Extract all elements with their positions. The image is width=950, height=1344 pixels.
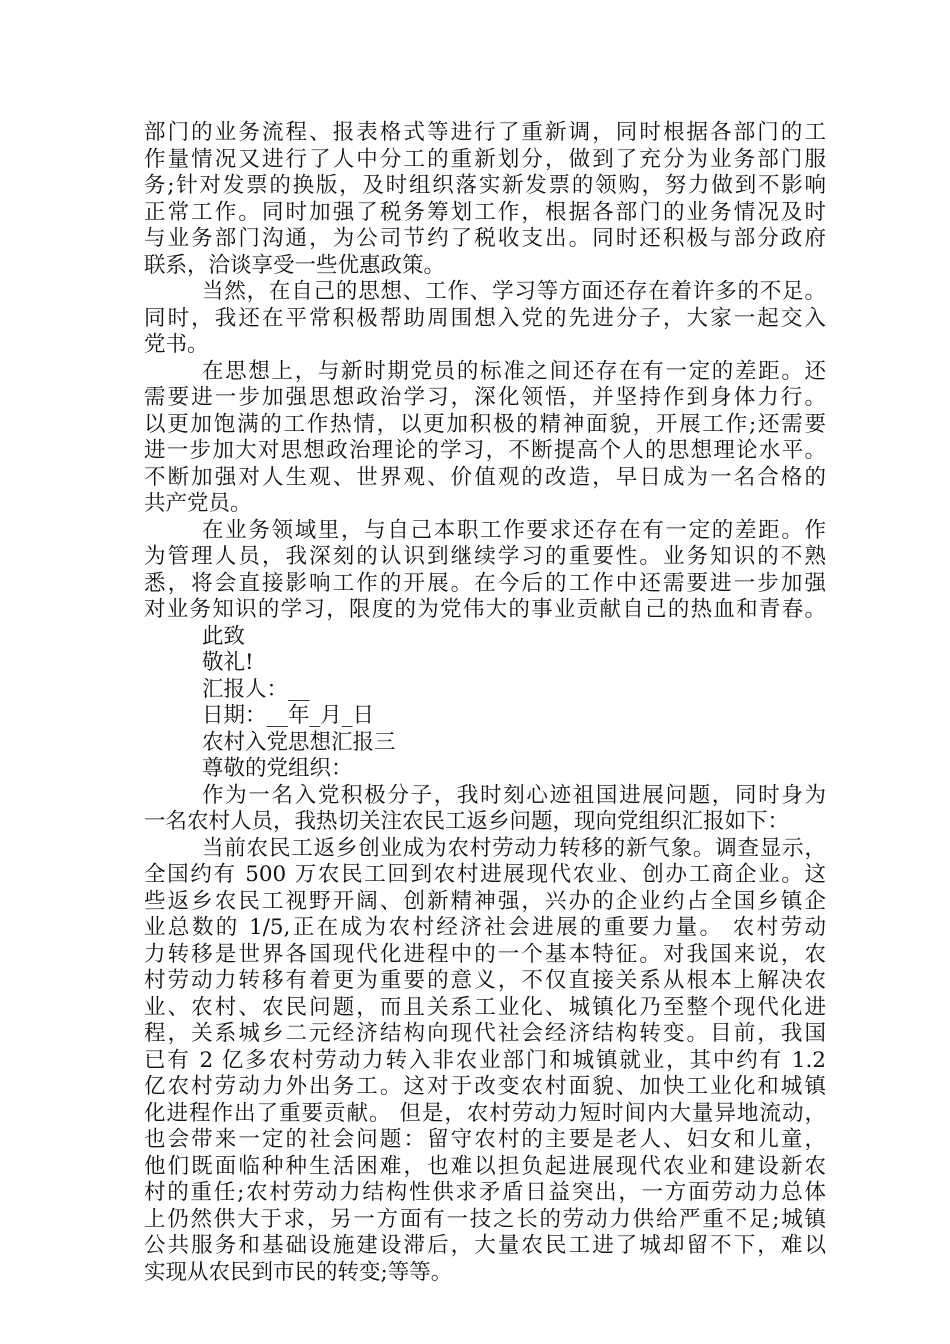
text-line: 程，关系城乡二元经济结构向现代社会经济结构转变。目前，我国 (144, 1021, 826, 1046)
text-line: 与业务部门沟通，为公司节约了税收支出。同时还积极与部分政府 (144, 226, 826, 251)
text-line: 共产党员。 (144, 491, 252, 516)
text-line: 为管理人员，我深刻的认识到继续学习的重要性。业务知识的不熟 (144, 544, 826, 569)
text-line: 在思想上，与新时期党员的标准之间还存在有一定的差距。还 (202, 358, 826, 384)
text-line: 悉，将会直接影响工作的开展。在今后的工作中还需要进一步加强 (144, 570, 826, 596)
text-line: 些返乡农民工视野开阔、创新精神强，兴办的企业约占全国乡镇企 (144, 888, 826, 914)
text-line: 亿农村劳动力外出务工。这对于改变农村面貌、加快工业化和城镇 (144, 1074, 826, 1099)
text-line: 农村入党思想汇报三 (202, 729, 396, 755)
text-line: 作量情况又进行了人中分工的重新划分，做到了充分为业务部门服 (144, 146, 826, 172)
text-line: 当前农民工返乡创业成为农村劳动力转移的新气象。调查显示， (202, 835, 826, 861)
text-line: 村劳动力转移有着更为重要的意义，不仅直接关系从根本上解决农 (144, 968, 826, 993)
text-line: 尊敬的党组织： (202, 756, 353, 781)
text-line: 需要进一步加强思想政治学习，深化领悟，并坚持作到身体力行。 (144, 385, 826, 410)
document-body (144, 120, 826, 1286)
text-line: 作为一名入党积极分子，我时刻心迹祖国进展问题，同时身为 (202, 782, 826, 808)
text-line: 业、农村、农民问题，而且关系工业化、城镇化乃至整个现代化进 (144, 994, 826, 1020)
text-line: 在业务领域里，与自己本职工作要求还存在有一定的差距。作 (202, 517, 826, 543)
text-line: 部门的业务流程、报表格式等进行了重新调，同时根据各部门的工 (144, 120, 826, 145)
text-line: 对业务知识的学习，限度的为党伟大的事业贡献自己的热血和青春。 (144, 597, 826, 622)
text-line: 同时，我还在平常积极帮助周围想入党的先进分子，大家一起交入 (144, 305, 826, 331)
text-line: 汇报人：__ (202, 676, 310, 702)
text-line: 实现从农民到市民的转变;等等。 (144, 1259, 453, 1285)
text-line: 已有 2 亿多农村劳动力转入非农业部门和城镇就业，其中约有 1.2 (144, 1047, 826, 1073)
text-line: 全国约有 500 万农民工回到农村进展现代农业、创办工商企业。这 (144, 862, 826, 887)
text-line: 业总数的 1/5,正在成为农村经济社会进展的重要力量。 农村劳动 (144, 915, 826, 940)
text-line: 上仍然供大于求，另一方面有一技之长的劳动力供给严重不足;城镇 (144, 1206, 826, 1232)
text-line: 务;针对发票的换版，及时组织落实新发票的领购，努力做到不影响 (144, 173, 826, 198)
text-line: 正常工作。同时加强了税务筹划工作，根据各部门的业务情况及时 (144, 199, 826, 225)
text-line: 村的重任;农村劳动力结构性供求矛盾日益突出，一方面劳动力总体 (144, 1180, 826, 1205)
text-line: 化进程作出了重要贡献。 但是，农村劳动力短时间内大量异地流动， (144, 1100, 826, 1126)
text-line: 此致 (202, 623, 246, 649)
text-line: 日期：__年_月_日 (202, 703, 375, 728)
text-line: 他们既面临种种生活困难，也难以担负起进展现代农业和建设新农 (144, 1153, 826, 1179)
text-line: 不断加强对人生观、世界观、价值观的改造，早日成为一名合格的 (144, 464, 826, 490)
text-line: 一名农村人员，我热切关注农民工返乡问题，现向党组织汇报如下： (144, 809, 790, 834)
text-line: 联系，洽谈享受一些优惠政策。 (144, 252, 446, 278)
text-line: 党书。 (144, 332, 209, 357)
text-line: 也会带来一定的社会问题：留守农村的主要是老人、妇女和儿童， (144, 1127, 826, 1152)
text-line: 敬礼! (202, 650, 254, 675)
text-line: 以更加饱满的工作热情，以更加积极的精神面貌，开展工作;还需要 (144, 411, 826, 437)
text-line: 公共服务和基础设施建设滞后，大量农民工进了城却留不下，难以 (144, 1233, 826, 1258)
text-line: 力转移是世界各国现代化进程中的一个基本特征。对我国来说，农 (144, 941, 826, 967)
text-line: 当然，在自己的思想、工作、学习等方面还存在着许多的不足。 (202, 279, 826, 304)
text-line: 进一步加大对思想政治理论的学习，不断提高个人的思想理论水平。 (144, 438, 826, 463)
